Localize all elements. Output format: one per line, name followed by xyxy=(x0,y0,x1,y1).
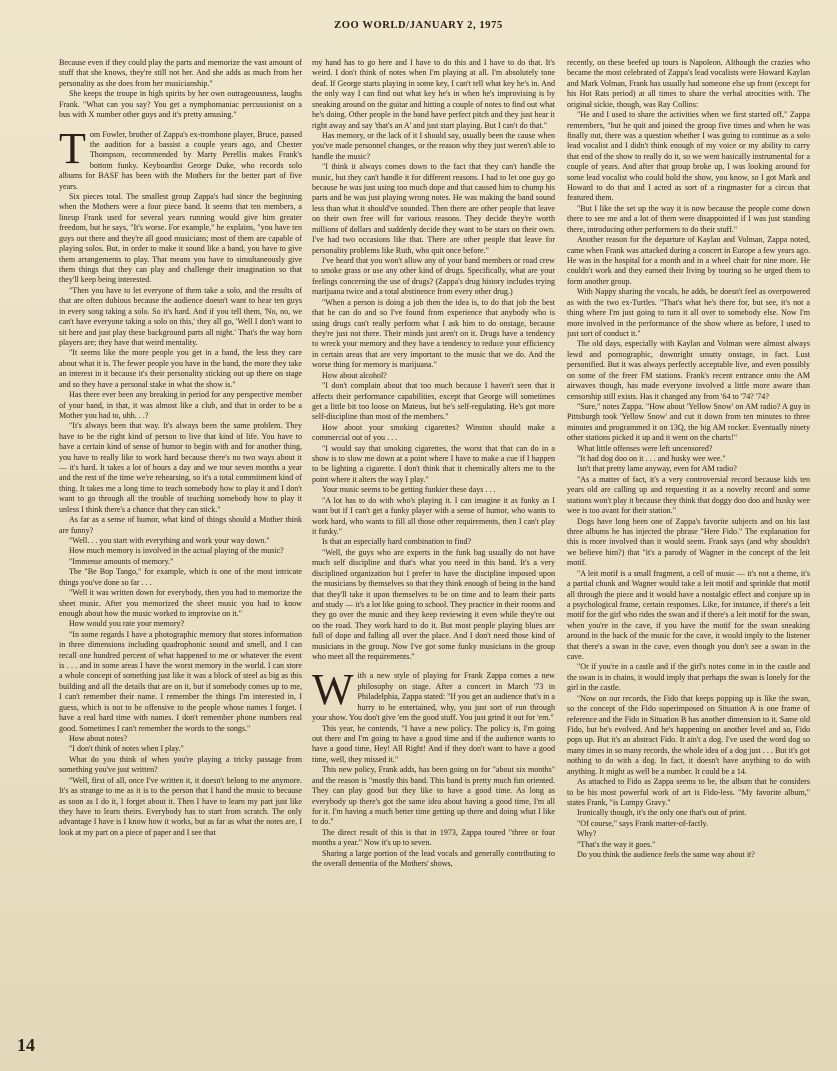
article-paragraph: Has memory, or the lack of it I should say, usually been the cause when you've made personnel changes, or the reason why they just weren't able to handle the music? xyxy=(312,130,555,161)
article-paragraph: "But I like the set up the way it is now because the people come down there to see me and a lot of them were disappointed if I was just standing there, introducing other performers to do their stuff." xyxy=(567,203,810,234)
article-paragraph: As far as a sense of humor, what kind of things should a Mother think are funny? xyxy=(59,515,302,535)
article-paragraph xyxy=(312,665,555,723)
article-paragraph: With Nappy sharing the vocals, he adds, he doesn't feel as overpowered as with the two ex-Turtles. "That's what he's there for, but see, it's not a thing where I'm just going to turn it all over to somebody else. Now I'm more involved in the performance of the show where as before, I used to just sort of conduct it." xyxy=(567,287,810,338)
article-paragraph: "Then you have to let everyone of them take a solo, and the results of that are often dubious because the audience doesn't want to hear ten guys in every song taking a solo. So it's hard. And if you tell them, 'No, no, we can't have everyone taking a solo on this,' they all go, 'Well I don't want to sit here and just play these background parts all night.' That's the way horn players are; they have that weird mentality. xyxy=(59,285,302,347)
article-paragraph: This new policy, Frank adds, has been going on for "about six months" and the reason is "mostly this band. This band is pretty much fun oriented. They can play good but they like to have a good time. As long as everybody up there's got the same idea about having a good time, I'm all for it. I'm having a much better time getting up there and doing what I like to do." xyxy=(312,765,555,827)
article-paragraph: Dogs have long been one of Zappa's favorite subjects and on his last three albums he has injected the phrase "Here Fido." The explanation for this is more involved than it would seem. Frank says (and why shouldn't we believe him?) that "it's a parody of Wagner in the concept of the leit motif. xyxy=(567,516,810,568)
article-paragraph: Six pieces total. The smallest group Zappa's had since the beginning when the Mothers were a four piece band. It seems that ten members, a lineup Frank used for several years running would give him greater freedom, but he says, "It's worse. For example," he explains, "you have ten guys out there and they're all good musicians; most of them are capable of playing solos. But, in order to make it sound like a band, you have to give them arrangements to play. That means you have to simultaneously give them things that they can play and challenge their imagination so that they'll keep being interested. xyxy=(59,192,302,285)
article-paragraph: "Immense amounts of memory." xyxy=(69,556,174,566)
article-paragraph: "When a person is doing a job then the idea is, to do that job the best that he can do and so I've found from experience that anybody who is using drugs can't really perform what I ask him to do onstage, because they're just not there. Their minds just aren't on it. Drugs have a tendency to wreck your memory and they have a tendency to reduce your efficiency in certain areas that are very important to the music that we do. And the worse thing for memory is marijuana." xyxy=(312,297,555,370)
drop-cap-letter: W xyxy=(312,665,354,715)
article-paragraph: "Now on our records, the Fido that keeps popping up is like the swan, so the concept of the Fido superimposed on Situation A is one frame of reference and the Fido in Situation B has another dimension to it. Same old Fido, but he's evolved. And he's happening on another level and so, Fido pops up. But it's an abstract Fido. It ain't a dog. I've used the word dog so many times in so many records, the whole idea of a dog just . . . But it's got nothing to do with a dog. In fact, it doesn't have anything to do with anything. It might as well be a number. It could be a 14. xyxy=(567,693,810,776)
article-paragraph: "It seems like the more people you get in a band, the less they care about what it is. The fewer people you have in the band, the more they take an interest in it because it's their personality sticking out up there on stage and so they have a personal stake in what the show is." xyxy=(59,348,302,389)
article-paragraph: Why? xyxy=(577,829,597,839)
drop-cap-letter: T xyxy=(59,123,86,173)
article-paragraph: How about alcohol? xyxy=(322,370,387,380)
article-paragraph: "As a matter of fact, it's a very controversial record because kids ten years old are calling up and requesting it as a novelty record and some stations won't play it because they think that doggy doo doo and husky wee wee is too avant for their station." xyxy=(567,474,810,516)
paragraph-text: om Fowler, brother of Zappa's ex-trombone player, Bruce, passed the audition for a bassist a couple years ago, and Chester Thompson, recommended by Marty Perellis makes Frank's bottom funky. Keyboardist George Duke, who records solo albums for BASF has been with the Mothers for the better part of five years. xyxy=(59,129,302,191)
article-paragraph: Sharing a large portion of the lead vocals and generally contributing to the overall dementia of the Mothers' shows, xyxy=(312,848,555,869)
article-paragraph: "It's always been that way. It's always been the same problem. They have to be the right kind of person to live that kind of life. You have to have a certain kind of sense of humor to begin with and for another thing, you have to really like to work hard because there's no two ways about it — it's hard. It takes a lot of hours a day and we tour seven months a year and the rest of the time we're rehearsing, so it's a total commitment kind of thing. It takes me a long time to teach somebody how to play it and I don't want to go through all the trouble of teaching somebody how to play it unless I think there's a chance that they can stick." xyxy=(59,421,302,514)
article-paragraph: Has there ever been any breaking in period for any perspective member of your band, in that, it was almost like a club, and that in order to be a Mother you had to, uhh. . .? xyxy=(59,390,302,420)
article-paragraph: "Well. . . you start with everything and work your way down." xyxy=(69,535,270,545)
article-paragraph: "Well it was written down for everybody, then you had to memorize the sheet music. After you memorized the sheet music you had to know enough about how the music worked to improvise on it." xyxy=(59,588,302,618)
article-column-3 xyxy=(567,58,810,1058)
article-paragraph: How about notes? xyxy=(69,734,128,743)
article-paragraph: "I think it always comes down to the fact that they can't handle the music, but they can't handle it for different reasons. I had to let one guy go because he was just using too much dope and that caused him to chump his parts and he was just playing wrong notes. He was making the band sound less than what it should've sounded. Then there are other people that leave on their own free will for various reasons. They decide they're worth millions of dollars and suddenly decide they want to be stars on their own. I've had two occasions like that. There are other people that leave for personality problems like Ruth, who quit once before." xyxy=(312,162,555,255)
article-paragraph: "I would say that smoking cigarettes, the worst that that can do in a show is to slow me down at a point where I have to make a cue if I happen to be lighting a cigarette. I don't think that it chemically alters me to the point where it alters the way I play." xyxy=(312,443,555,484)
article-paragraph: How much memory is involved in the actual playing of the music? xyxy=(69,546,284,556)
article-paragraph: The "Be Bop Tango," for example, which is one of the most intricate things you've done so far . . . xyxy=(59,567,302,587)
article-paragraph: This year, he contends, "I have a new policy. The policy is, I'm going out there and I'm going to have a good time and if the audience wants to have a good time, Hey! All Right! And if they don't want to have a good time, well, they missed it." xyxy=(312,723,555,764)
article-paragraph: Isn't that pretty lame anyway, even for AM radio? xyxy=(577,464,737,474)
article-paragraph: "I don't think of notes when I play." xyxy=(69,744,184,754)
article-paragraph: Do you think the audience feels the same way about it? xyxy=(577,850,755,860)
article-paragraph: "Or if you're in a castle and if the girl's notes come in in the castle and the swan is in chains, it would imply that perhaps the swan is lonely for the girl in the castle. xyxy=(567,662,810,693)
article-paragraph: "In some regards I have a photographic memory that stores information in three dimensions including quadrophonic sound and smell, and I can recall one hundred percent of what happened to me or whatever the event is . . . and in some areas I have the worst memory in the world. I can store a whole concept of something just like it was a block of steel as big as this building and all the details that are on it, but if somebody comes up to me, I can't remember their name. I remember the things I'm interested in, I guess, which is not to be offensive to the people whose names I forget. I have a real hard time with names. I don't remember phone numbers real good. Sometimes I can't remember the words to the songs." xyxy=(59,629,302,733)
paragraph-text: ith a new style of playing for Frank Zappa comes a new philosophy on stage. After a concert in March '73 in Philadelphia, Zappa stated: "If you get an audience that's in a hurry to be entertained, why, you just sort of run through your show. You don't give 'em the good stuff. You just grind it out for 'em." xyxy=(312,671,555,723)
article-paragraph: Your music seems to be getting funkier these days . . . xyxy=(322,485,496,495)
article-paragraph: What little offenses were left uncensored? xyxy=(577,443,713,453)
article-paragraph: I've heard that you won't allow any of your band members or road crew to smoke grass or use any other kind of drugs. Specifically, what are your feelings concerning the use of drugs? (Zappa's drug history includes trying marijuana twice and a total abstinence from every other drug.) xyxy=(312,256,555,297)
article-column-2 xyxy=(312,58,555,1058)
article-paragraph: Is that an especially hard combination to find? xyxy=(322,537,472,547)
article-paragraph: "Well, the guys who are experts in the funk bag usually do not have much self discipline and that's what you need in this band. It's a very disciplined organization but I prefer to have the discipline imposed upon the musicians by themselves so that they think enough of being in the band that they'll take it upon themselves to be on time and to learn their parts and study — it's a lot like going to school. They practice in their rooms and they go over the music and they keep reviewing it even while they're out on the road. They work hard to do it. But most people playing blues are full of dope and falling all over the place. And I don't need those kind of musicians in the group. Now I've got some funky musicians in the group who meet all the requirements." xyxy=(312,547,555,662)
page-header: ZOO WORLD/JANUARY 2, 1975 xyxy=(334,20,503,31)
article-paragraph: She keeps the troupe in high spirits by her own outrageousness, laughs Frank. "What can you say? You get a nymphomaniac percussionist on a bus with X number other guys and it's pretty amusing." xyxy=(59,89,302,120)
article-paragraph: What do you think of when you're playing a tricky passage from something you've just written? xyxy=(59,754,302,775)
article-paragraph: "It had dog doo on it . . . and husky wee wee." xyxy=(577,454,726,464)
article-paragraph: "Well, first of all, once I've written it, it doesn't belong to me anymore. It's as strange to me as it is to the person that I hand the music to because as soon as I do it, I forget about it. Then I have to learn my part just like they have to learn theirs. Everybody has to start from scratch. The only advantage I have is I know how it works, but as far as what the notes are, I look at my part on a piece of paper and I see that xyxy=(59,775,302,837)
article-paragraph: As attached to Fido as Zappa seems to be, the album that he considers to be his most powerful work of art is Fido-less. "My favorite album," states Frank, "is Lumpy Gravy." xyxy=(567,777,810,807)
article-paragraph: Ironically though, it's the only one that's out of print. xyxy=(577,808,747,818)
article-paragraph: recently, on these beefed up tours is Napoleon. Although the crazies who became the most celebrated of Zappa's lead vocalists were Howard Kaylan and Mark Volman, Frank has usually had someone else up front (except for his Hot Rats period) at all times to share the verbal atrocities with. The original sickie, though, was Ray Collins: xyxy=(567,58,810,109)
article-paragraph: Another reason for the departure of Kaylan and Volman, Zappa noted, came when Frank was attacked during a concert in Europe a few years ago. He was in the hospital for a month and in a wheel chair for nine more. He couldn't work and they earned their living by touring so he urged them to form another group. xyxy=(567,235,810,286)
article-paragraph: "That's the way it goes." xyxy=(577,839,656,849)
article-paragraph: "A lot has to do with who's playing it. I can imagine it as funky as I want but if I can't get a funky player with a sense of humor, who wants to work hard, who wants to fill all those other requirements, then I can't play it funky." xyxy=(312,495,555,536)
article-paragraph: How about your smoking cigarettes? Winston should make a commercial out of you . . . xyxy=(312,422,555,443)
article-paragraph: "He and I used to share the activities when we first started off," Zappa remembers, "but he quit and joined the group five times and when he was finally out, there was a question whether I was going to continue as a solo lead vocalist and I didn't think enough of my voice or my ability to carry that end of the show to really do it, so we went basically instrumental for a couple of years. And after that group broke up, I was looking around for some lead vocalist who could hold the show, you know, so I got Mark and Howard to do that and I acted as sort of a ringmaster for a circus that featured them. xyxy=(567,110,810,203)
article-paragraph: The direct result of this is that in 1973, Zappa toured "three or four months a year." Now it's up to seven. xyxy=(312,827,555,848)
page-number: 14 xyxy=(17,1035,35,1055)
article-paragraph: How would you rate your memory? xyxy=(69,619,185,629)
article-paragraph xyxy=(59,123,302,193)
article-paragraph: "I don't complain about that too much because I haven't seen that it affects their performance capabilities, except that George will sometimes get a little bit too loose on Mateus, but he's self-regulating. He's got more self-discipline than most of the members." xyxy=(312,381,555,422)
article-paragraph: "A leit motif is a small fragment, a cell of music — it's not a theme, it's a partial chunk and Wagner would take a leit motif and sprinkle that motif all through the piece and it would have a nostalgic effect and conjure up in a psychological frame, certain responses. Like, for instance, if there's a leit motif for the girl who rides the swan and if there's a leit motif for the swan, when you're in the cave, if you have the motif for the swan sneaking around in the back of the music for the cave, it would imply to the listener that there's a swan in the cave, even though you don't see a swan in the cave. xyxy=(567,568,810,662)
article-paragraph: my hand has to go here and I have to do this and I have to do that. It's weird. I don't think of notes when I'm playing at all. I'm absolutely tone deaf. If George starts playing in some key, I can't tell what key he's in. And the only way I can find out what key he's in when he's improvising is by sneaking around on the guitar and hitting a couple of notes to find out what he's doing. Other people in the band have perfect pitch and they just hear it right away and say 'that's an A' and just start playing. But I can't do that." xyxy=(312,58,555,130)
article-paragraph: Because even if they could play the parts and memorize the vast amount of stuff that she knows, they're still not her. And she adds as much from her personality as she does from her musicianship." xyxy=(59,58,302,88)
article-column-1 xyxy=(59,58,302,1058)
article-paragraph: "Sure," notes Zappa. "How about 'Yellow Snow' on AM radio? A guy in Pittsburgh took 'Yellow Snow' and cut it down from ten minutes to three minutes and programmed it on 13Q, the big AM rocker. Eventually ninety other stations picked it up and it went on the charts!" xyxy=(567,401,810,443)
article-paragraph: "Of course," says Frank matter-of-factly. xyxy=(577,818,709,828)
article-paragraph: The old days, especially with Kaylan and Volman were almost always lewd and pornographic, downright smutty onstage, in fact. Lust personified. But it was always perfectly acceptable live, and even possibly on some of the freer FM stations. Frank's recent entrance onto the AM airwaves though, has made everyone involved a little more aware than censorship still exists. Has it changed any from '64 to '74? '74? xyxy=(567,339,810,401)
